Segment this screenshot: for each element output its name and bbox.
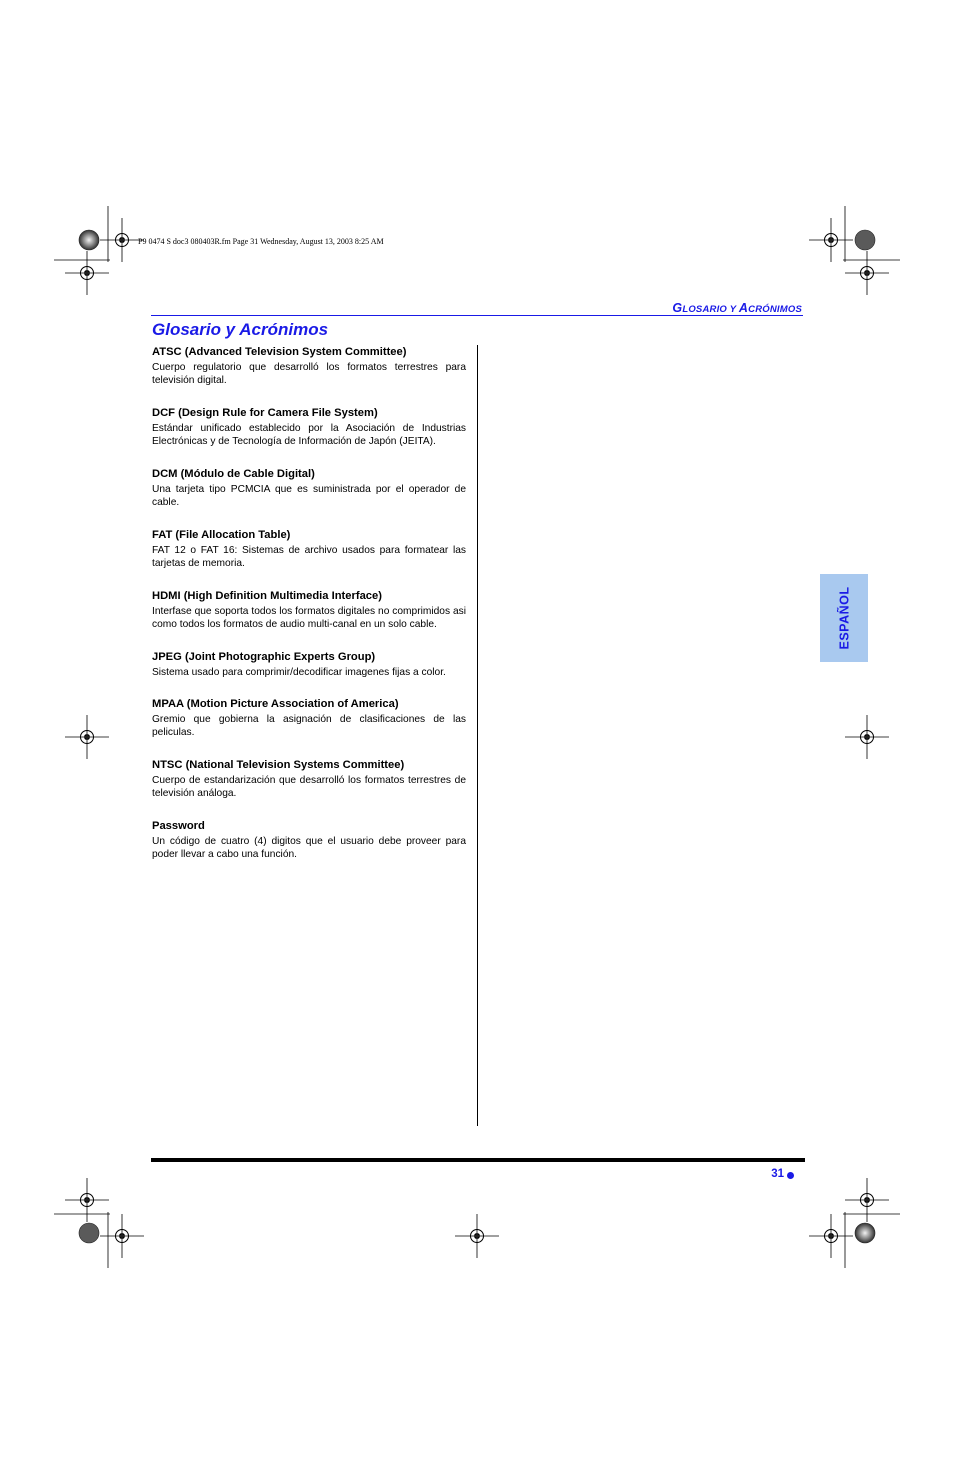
running-head-rest-2: CRÓNIMOS	[748, 304, 802, 315]
column-divider	[477, 345, 478, 1126]
glossary-term: HDMI (High Definition Multimedia Interface)	[152, 589, 382, 602]
file-info: P9 0474 S doc3 080403R.fm Page 31 Wednesday, August 13, 2003 8:25 AM	[138, 237, 384, 246]
glossary-definition: Interfase que soporta todos los formatos digitales no comprimidos asi como todos los formatos de audio multi-canal en un solo cable.	[152, 605, 466, 630]
glossary-list	[152, 345, 466, 880]
page-number-bullet-icon	[787, 1172, 794, 1179]
glossary-definition: Gremio que gobierna la asignación de clasificaciones de las peliculas.	[152, 714, 466, 739]
glossary-term: MPAA (Motion Picture Association of America)	[152, 698, 399, 711]
page-title: Glosario y Acrónimos	[152, 320, 329, 339]
glossary-term: FAT (File Allocation Table)	[152, 528, 291, 541]
header-rule	[151, 315, 803, 316]
glossary-entry	[152, 528, 466, 570]
glossary-definition: Cuerpo de estandarización que desarrolló los formatos terrestres de televisión análoga.	[152, 775, 466, 800]
glossary-entry	[152, 406, 466, 448]
footer-rule	[151, 1158, 805, 1162]
glossary-definition: Un código de cuatro (4) digitos que el usuario debe proveer para poder llevar a cabo una función.	[152, 836, 466, 861]
running-head-rest-1: LOSARIO Y	[682, 304, 739, 315]
glossary-definition: Estándar unificado establecido por la Asociación de Industrias Electrónicas y de Tecnología de Información de Japón (JEITA).	[152, 422, 466, 448]
running-head-cap-1: G	[672, 301, 683, 315]
glossary-term: NTSC (National Television Systems Committee)	[152, 759, 405, 772]
glossary-term: DCM (Módulo de Cable Digital)	[152, 467, 315, 480]
glossary-definition: Sistema usado para comprimir/decodificar imagenes fijas a color.	[152, 666, 446, 678]
glossary-term: JPEG (Joint Photographic Experts Group)	[152, 650, 376, 663]
glossary-entry	[152, 345, 466, 387]
glossary-entry	[152, 589, 466, 631]
glossary-definition: Cuerpo regulatorio que desarrolló los formatos terrestres para televisión digital.	[152, 362, 466, 387]
language-tab	[820, 574, 868, 662]
glossary-definition: Una tarjeta tipo PCMCIA que es suministrada por el operador de cable.	[152, 483, 466, 509]
glossary-entry	[152, 650, 466, 679]
glossary-term: Password	[152, 820, 205, 833]
glossary-term: ATSC (Advanced Television System Committee)	[152, 346, 407, 358]
running-head-cap-2: A	[738, 301, 749, 315]
glossary-entry	[152, 697, 466, 739]
glossary-entry	[152, 819, 466, 861]
glossary-entry	[152, 758, 466, 800]
page-number: 31	[771, 1168, 784, 1180]
language-tab-label: ESPAÑOL	[837, 586, 851, 650]
glossary-term: DCF (Design Rule for Camera File System)	[152, 406, 378, 419]
glossary-entry	[152, 467, 466, 509]
glossary-definition: FAT 12 o FAT 16: Sistemas de archivo usados para formatear las tarjetas de memoria.	[152, 544, 466, 569]
running-head	[672, 301, 802, 315]
